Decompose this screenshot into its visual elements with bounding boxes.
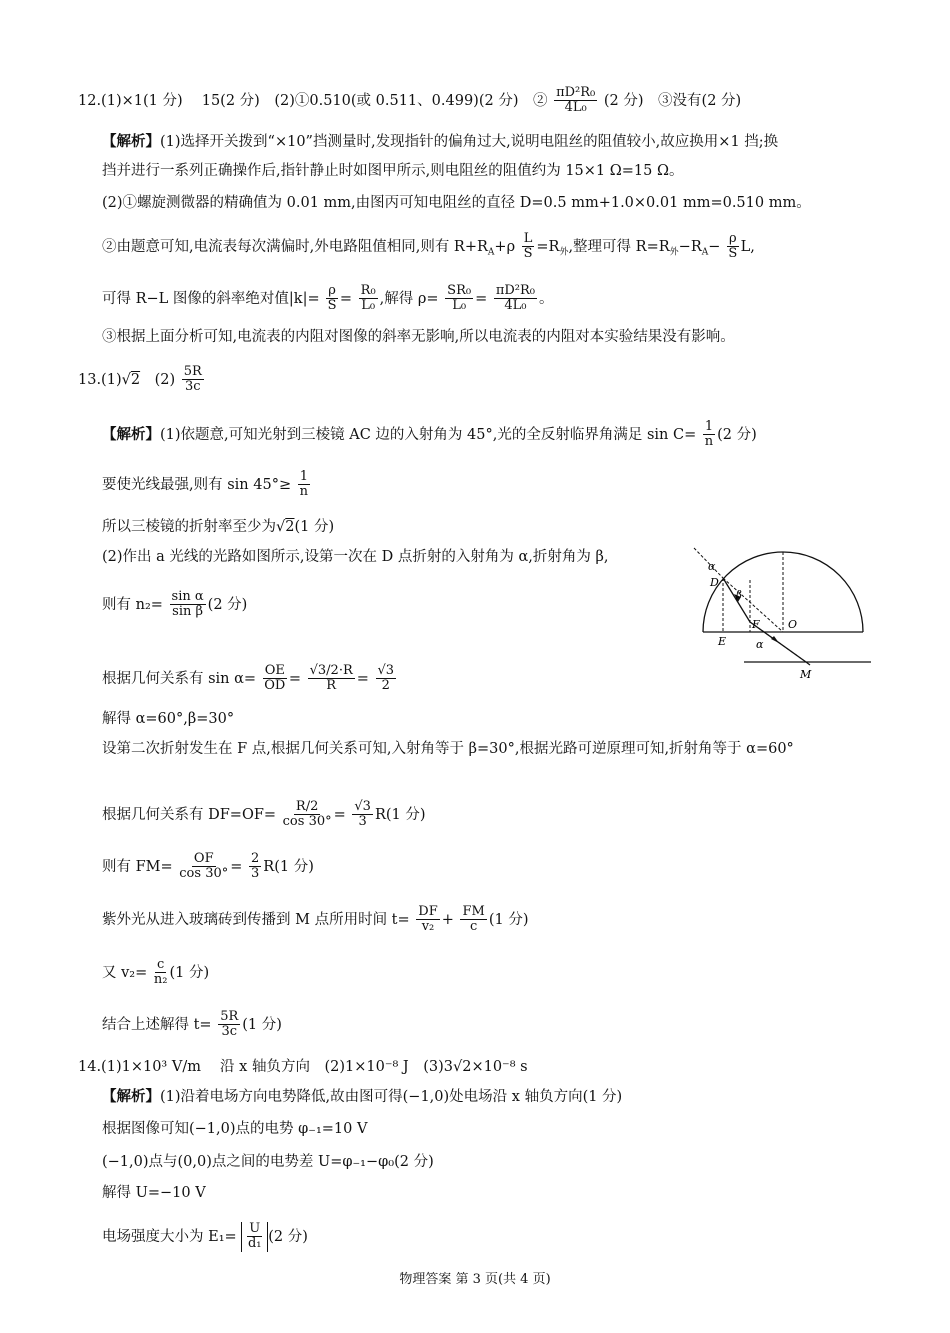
q13-analysis-line-11: 紫外光从进入玻璃砖到传播到 M 点所用时间 t= $\frac{DF}{\text{v₂}}$ + $\frac{FM}{c}$ (1 分)	[102, 904, 529, 935]
q14-analysis-line-2: 根据图像可知(−1,0)点的电势 φ₋₁=10 V	[102, 1121, 368, 1137]
q13-analysis-line-2: 要使光线最强,则有 sin 45°≥ $\frac{1}{n}$	[102, 469, 309, 500]
label-O: O	[788, 618, 798, 631]
q12-answer: 12.(1)×1(1 分) 15(2 分) (2)①0.510(或 0.511、0.499)(2 分) ② $\frac{\text{πD²R₀}}{\text{4L₀}}$ (2 分) ③没有(2 分)	[78, 85, 742, 116]
label-E: E	[718, 635, 727, 648]
q14-analysis-line-4: 解得 U=−10 V	[102, 1185, 206, 1201]
q13-analysis-line-12: 又 v₂= $\frac{c}{\text{n₂}}$ (1 分)	[102, 957, 210, 988]
q13-analysis-line-1: 【解析】(1)依题意,可知光射到三棱镜 AC 边的入射角为 45°,光的全反射临界角满足 sin C= $\frac{1}{n}$ (2 分)	[102, 419, 757, 450]
q12-analysis-line-2: 挡并进行一系列正确操作后,指针静止时如图甲所示,则电阻丝的阻值约为 15×1 Ω=15 Ω。	[102, 163, 684, 179]
label-F: F	[752, 618, 760, 631]
q12-analysis-line-3: (2)①螺旋测微器的精确值为 0.01 mm,由图丙可知电阻丝的直径 D=0.5 mm+1.0×0.01 mm=0.510 mm。	[102, 195, 811, 211]
q12-analysis-line-4: ②由题意可知,电流表每次满偏时,外电路阻值相同,则有 $R+R_A+\rho$ $\frac{L}{S}$ $=R_外$,整理可得 $R=R_外-R_A-$ $\frac{\rho}{S}$ L,	[102, 231, 755, 262]
q13-analysis-line-13: 结合上述解得 t= $\frac{5R}{3c}$ (1 分)	[102, 1009, 282, 1040]
q13-analysis-line-9: 根据几何关系有 DF=OF= $\frac{R/2}{\cos 30^\circ}$ = $\frac{√3}{3}$ R(1 分)	[102, 799, 426, 830]
q14-analysis-line-1: 【解析】(1)沿着电场方向电势降低,故由图可得(−1,0)处电场沿 x 轴负方向(1 分)	[102, 1088, 623, 1105]
semicircle-optics-diagram	[686, 540, 871, 680]
label-M: M	[800, 668, 812, 680]
q12-analysis-line-6: ③根据上面分析可知,电流表的内阻对图像的斜率无影响,所以电流表的内阻对本实验结果没有影响。	[102, 329, 735, 345]
q12-answer-fraction: $\frac{\text{πD²R₀}}{\text{4L₀}}$	[556, 85, 596, 116]
page-footer: 物理答案 第 3 页(共 4 页)	[399, 1272, 551, 1287]
q14-analysis-line-5: 电场强度大小为 E₁= $\frac{U}{\text{d₁}}$ (2 分)	[102, 1221, 308, 1252]
q13-analysis-line-6: 根据几何关系有 sin α= $\frac{OE}{OD}$ = $\frac{√3/2\cdot R}{R}$ = $\frac{√3}{2}$	[102, 663, 395, 694]
label-D: D	[710, 576, 719, 589]
q13-analysis-line-3: 所以三棱镜的折射率至少为√2(1 分)	[102, 519, 335, 535]
q13-analysis-line-5: 则有 n₂= $\frac{\text{sin α}}{\text{sin β}}$ (2 分)	[102, 589, 248, 620]
q13-analysis-line-8: 设第二次折射发生在 F 点,根据几何关系可知,入射角等于 β=30°,根据光路可逆原理可知,折射角等于 α=60°	[102, 741, 794, 757]
q14-analysis-line-3: (−1,0)点与(0,0)点之间的电势差 U=φ₋₁−φ₀(2 分)	[102, 1154, 434, 1170]
q12-analysis-line-1: 【解析】(1)选择开关拨到“×10”挡测量时,发现指针的偏角过大,说明电阻丝的阻值较小,故应换用×1 挡;换	[102, 133, 779, 150]
label-alpha-top: α	[708, 560, 716, 573]
label-beta: β	[736, 590, 742, 601]
q13-analysis-line-4: (2)作出 a 光线的光路如图所示,设第一次在 D 点折射的入射角为 α,折射角为 β,	[102, 549, 609, 565]
q14-answer: 14.(1)1×10³ V/m 沿 x 轴负方向 (2)1×10⁻⁸ J (3)3√2×10⁻⁸ s	[78, 1059, 528, 1075]
label-alpha-bottom: α	[756, 638, 764, 651]
q13-analysis-line-7: 解得 α=60°,β=30°	[102, 711, 235, 727]
q12-analysis-line-5: 可得 R−L 图像的斜率绝对值|k|= $\frac{\rho}{S}$ = $\frac{\text{R₀}}{\text{L₀}}$ ,解得 ρ= $\frac{\text{SR₀}}{\text{L₀}}$ = $\frac{\text{πD²R₀}}{\text{4L₀}}$ 。	[102, 283, 554, 314]
q13-answer: 13.(1)√2 (2) $\frac{5R}{3c}$	[78, 364, 202, 395]
q13-analysis-line-10: 则有 FM= $\frac{OF}{\cos 30^\circ}$ = $\frac{2}{3}$ R(1 分)	[102, 851, 314, 882]
